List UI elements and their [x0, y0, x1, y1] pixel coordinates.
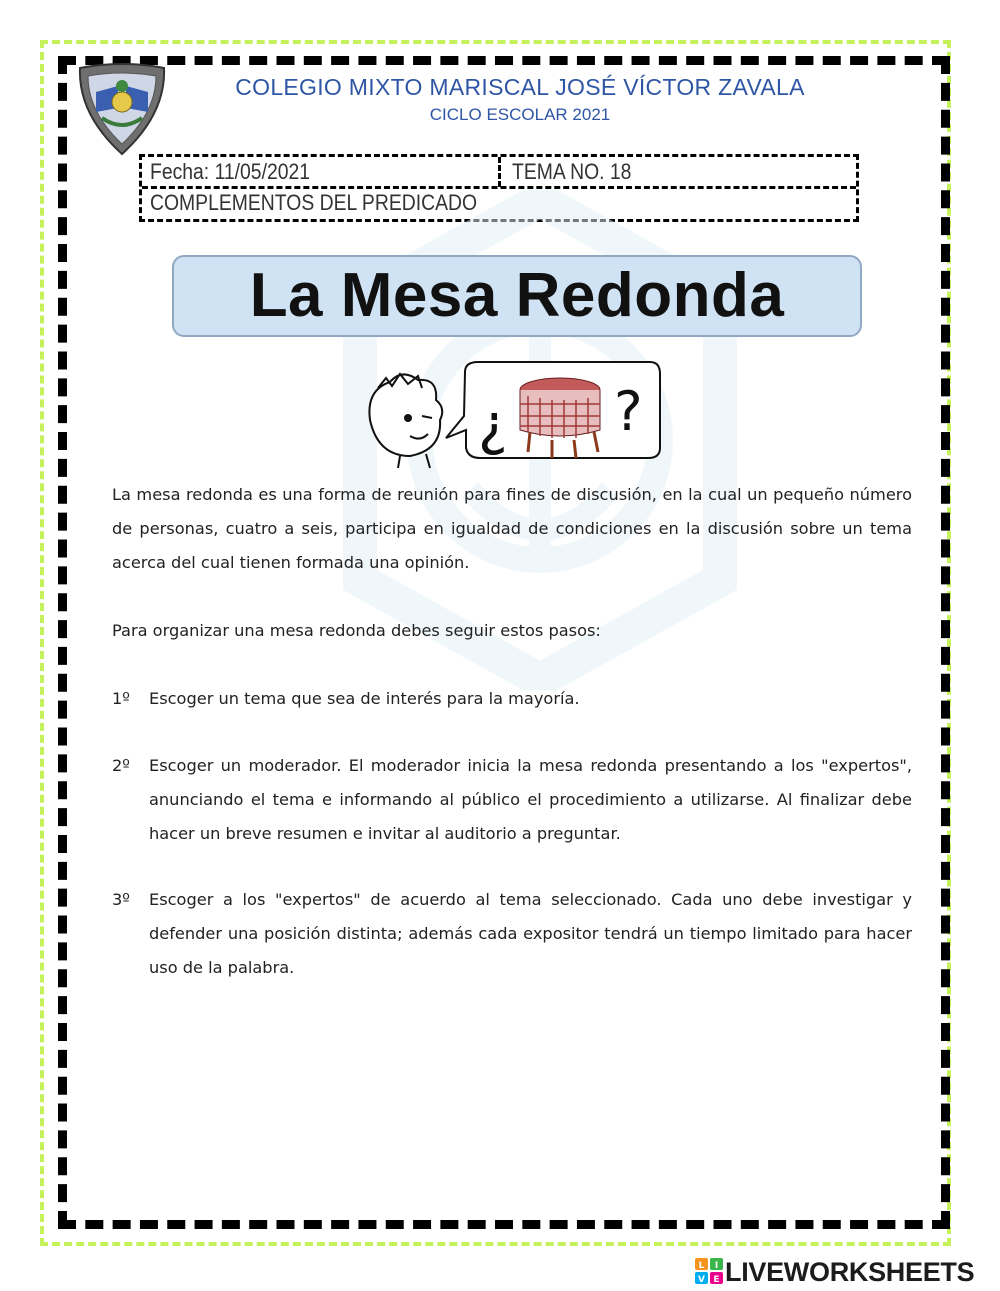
title-banner	[172, 255, 862, 337]
step-number: 2º	[112, 756, 130, 775]
list-item	[112, 883, 912, 985]
topic-field: COMPLEMENTOS DEL PREDICADO	[150, 190, 478, 215]
liveworksheets-logo-icon	[695, 1258, 725, 1286]
step-number: 1º	[112, 689, 130, 708]
school-name: COLEGIO MIXTO MARISCAL JOSÉ VÍCTOR ZAVALA	[235, 74, 805, 100]
list-item	[112, 749, 912, 851]
list-item	[112, 682, 912, 716]
step-text: Escoger un tema que sea de interés para la mayoría.	[149, 689, 580, 708]
logo-letter: I	[714, 1261, 719, 1271]
school-year: CICLO ESCOLAR 2021	[429, 105, 611, 124]
logo-letter: L	[698, 1261, 705, 1271]
info-box-divider	[498, 157, 501, 187]
question-open-symbol: ¿	[478, 393, 508, 458]
date-field: Fecha: 11/05/2021	[150, 159, 311, 184]
question-close-symbol: ?	[614, 380, 643, 443]
step-text: Escoger un moderador. El moderador inicia la mesa redonda presentando a los "expertos", anunciando el tema e informando al público el procedimiento a utilizarse. Al finalizar debe hacer un breve resumen e invitar al auditorio a preguntar.	[149, 756, 912, 843]
boy-face-icon	[369, 374, 442, 468]
topic-number-field: TEMA NO. 18	[512, 159, 632, 184]
steps-intro: Para organizar una mesa redonda debes seguir estos pasos:	[112, 621, 601, 640]
worksheet-title: La Mesa Redonda	[249, 261, 785, 330]
liveworksheets-brand[interactable]	[695, 1257, 974, 1287]
brand-name: LIVEWORKSHEETS	[725, 1256, 975, 1287]
school-crest-icon	[74, 62, 170, 158]
logo-letter: E	[713, 1275, 720, 1285]
logo-letter: V	[698, 1275, 705, 1285]
intro-paragraph: La mesa redonda es una forma de reunión para fines de discusión, en la cual un pequeño número de personas, cuatro a seis, participa en igualdad de condiciones en la discusión sobre un tema acerca del cual tienen formada una opinión.	[112, 485, 912, 572]
step-number: 3º	[112, 890, 130, 909]
boy-with-table-illustration	[360, 360, 665, 470]
step-text: Escoger a los "expertos" de acuerdo al tema seleccionado. Cada uno debe investigar y defender una posición distinta; además cada expositor tendrá un tiempo limitado para hacer uso de la palabra.	[149, 890, 912, 977]
